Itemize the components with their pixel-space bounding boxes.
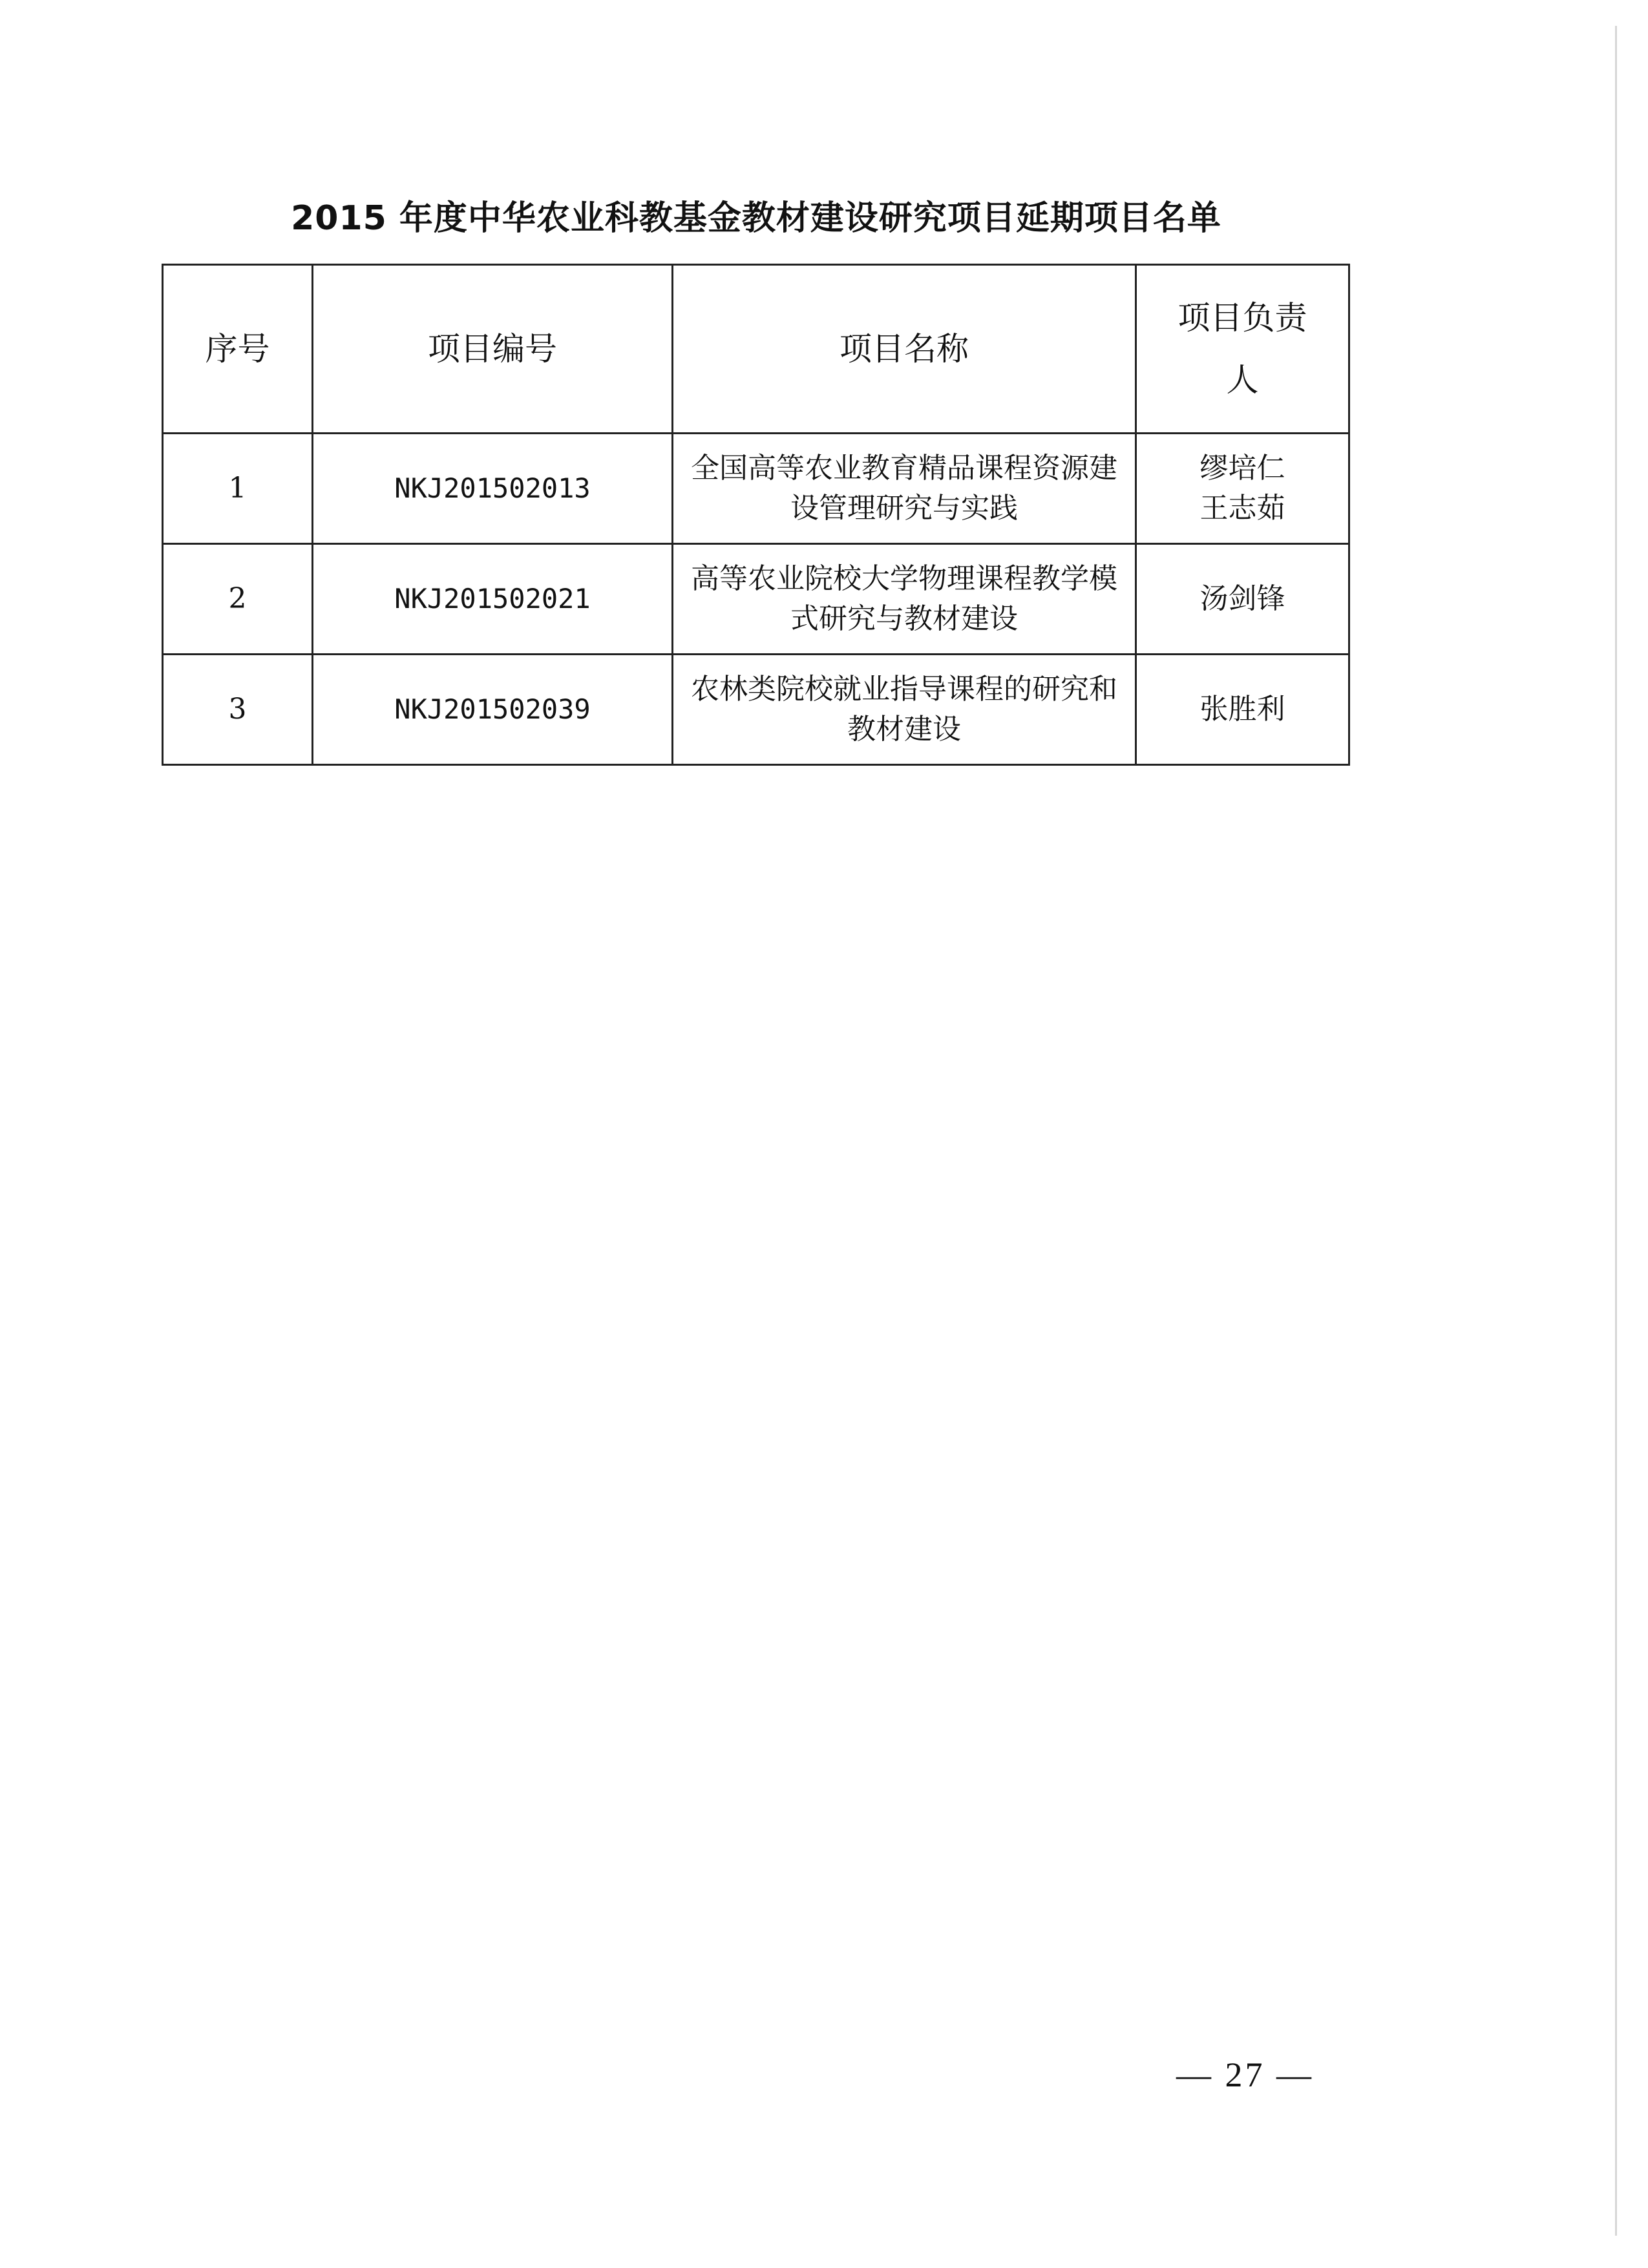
header-serial: 序号 (163, 265, 313, 434)
header-project-name: 项目名称 (673, 265, 1136, 434)
cell-serial: 3 (163, 655, 313, 765)
table-row (163, 434, 1349, 544)
cell-project-leader (1136, 655, 1349, 765)
leader-name: 张胜利 (1199, 693, 1285, 726)
cell-project-name: 高等农业院校大学物理课程教学模式研究与教材建设 (673, 544, 1136, 655)
cell-project-leader (1136, 434, 1349, 544)
page-title: 2015 年度中华农业科教基金教材建设研究项目延期项目名单 (291, 199, 1221, 238)
cell-project-code: NKJ201502039 (313, 655, 673, 765)
page-number: — 27 — (1176, 2055, 1314, 2094)
project-table (162, 264, 1350, 766)
leader-name: 缪培仁 (1199, 452, 1285, 485)
cell-project-code: NKJ201502021 (313, 544, 673, 655)
leader-name: 王志茹 (1199, 492, 1285, 525)
cell-project-name: 全国高等农业教育精品课程资源建设管理研究与实践 (673, 434, 1136, 544)
scan-edge-shadow (1615, 26, 1617, 2236)
cell-project-code: NKJ201502013 (313, 434, 673, 544)
leader-name: 汤剑锋 (1199, 582, 1285, 615)
table-row (163, 655, 1349, 765)
table-header-row (163, 265, 1349, 434)
cell-serial: 1 (163, 434, 313, 544)
header-project-leader: 项目负责人 (1136, 265, 1349, 434)
header-project-code: 项目编号 (313, 265, 673, 434)
cell-project-name: 农林类院校就业指导课程的研究和教材建设 (673, 655, 1136, 765)
cell-serial: 2 (163, 544, 313, 655)
cell-project-leader (1136, 544, 1349, 655)
table-row (163, 544, 1349, 655)
